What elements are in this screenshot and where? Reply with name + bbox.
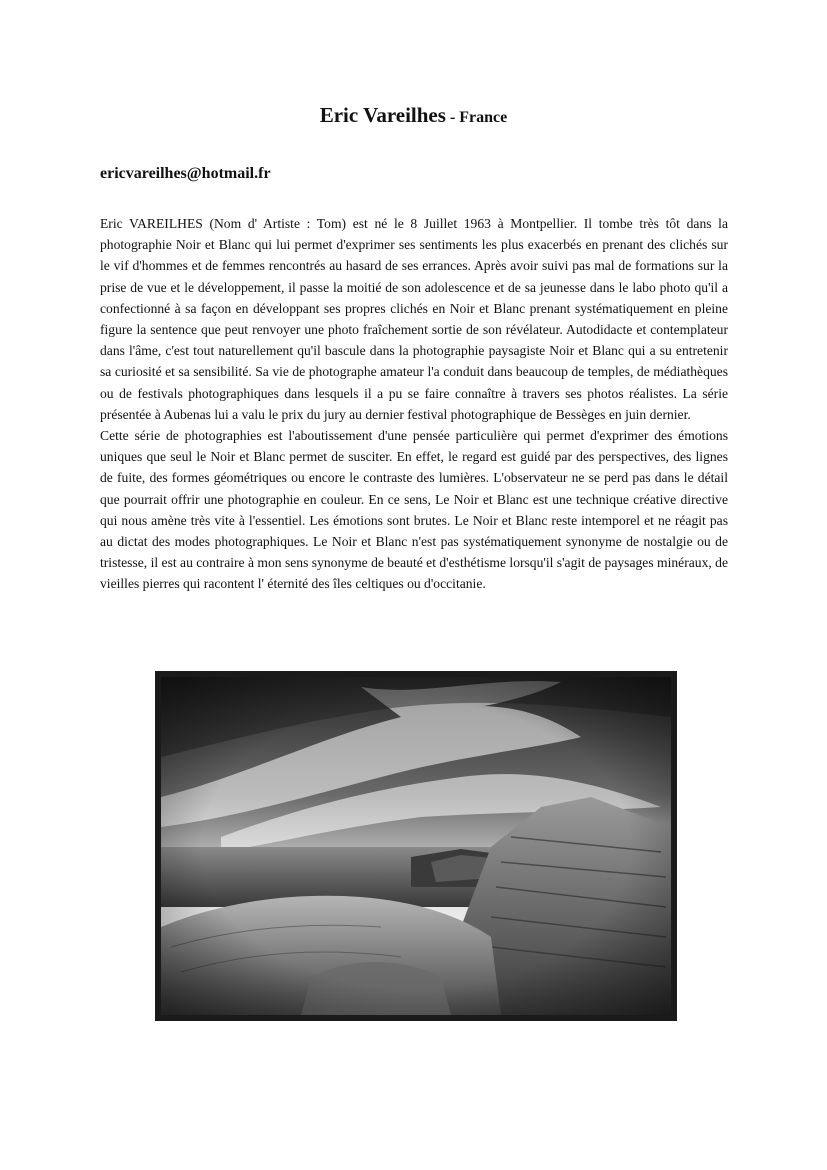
- artist-name: Eric Vareilhes: [319, 103, 446, 127]
- page-title: [0, 103, 827, 128]
- coastal-cliffs-image: [161, 677, 671, 1015]
- biography-paragraph-1: Eric VAREILHES (Nom d' Artiste : Tom) est né le 8 Juillet 1963 à Montpellier. Il tombe très tôt dans la photographie Noir et Blanc qui lui permet d'exprimer ses sentiments les plus exacerbés en prenant des clichés sur le vif d'hommes et de femmes rencontrés au hasard de ses errances. Après avoir suivi pas mal de formations sur la prise de vue et le développement, il passe la moitié de son adolescence et de sa jeunesse dans le labo photo qu'il a confectionné à sa façon en développant ses propres clichés en Noir et Blanc prenant systématiquement en pleine figure la sentence que peut renvoyer une photo fraîchement sortie de son révélateur. Autodidacte et contemplateur dans l'âme, c'est tout naturellement qu'il bascule dans la photographie paysagiste Noir et Blanc qui a su entretenir sa curiosité et sa sensibilité. Sa vie de photographe amateur l'a conduit dans beaucoup de temples, de médiathèques ou de festivals photographiques dans lesquels il a pu se faire connaître à travers ses photos réalistes. La série présentée à Aubenas lui a valu le prix du jury au dernier festival photographique de Bessèges en juin dernier.: [100, 216, 728, 422]
- email-address: ericvareilhes@hotmail.fr: [100, 165, 271, 182]
- biography-text: [100, 213, 728, 595]
- artist-country: - France: [449, 109, 508, 126]
- biography-paragraph-2: Cette série de photographies est l'aboutissement d'une pensée particulière qui permet d'exprimer des émotions uniques que seul le Noir et Blanc permet de susciter. En effet, le regard est guidé par des perspectives, des lignes de fuite, des formes géométriques ou encore le contraste des lumières. L'observateur ne se perd pas dans le détail que pourrait offrir une photographie en couleur. En ce sens, Le Noir et Blanc est une technique créative directive qui nous amène très vite à l'essentiel. Les émotions sont brutes. Le Noir et Blanc reste intemporel et ne réagit pas au dictat des modes photographiques. Le Noir et Blanc n'est pas systématiquement synonyme de nostalgie ou de tristesse, il est au contraire à mon sens synonyme de beauté et d'esthétisme lorsqu'il s'agit de paysages minéraux, de vieilles pierres qui racontent l' éternité des îles celtiques ou d'occitanie.: [100, 428, 728, 592]
- landscape-photograph: [155, 671, 677, 1021]
